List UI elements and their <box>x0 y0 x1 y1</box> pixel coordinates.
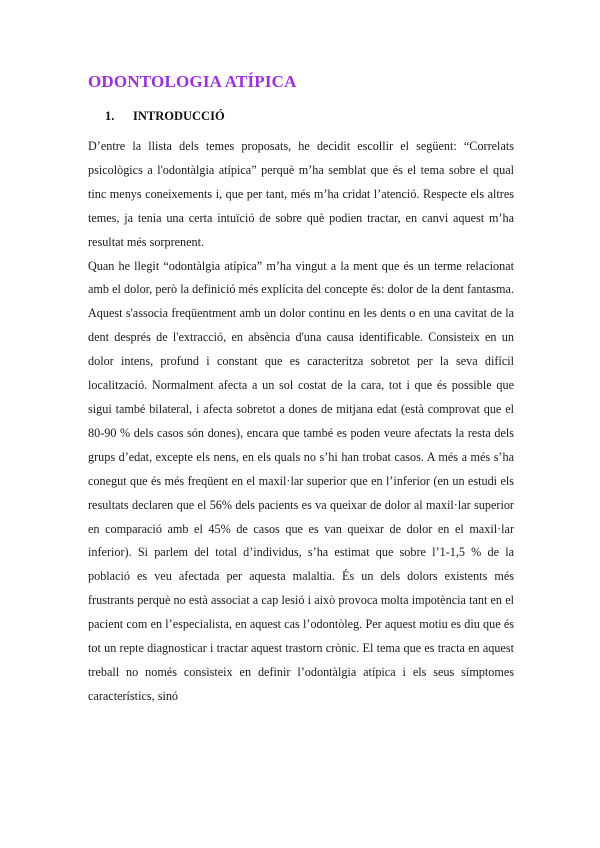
section-number: 1. <box>105 109 115 123</box>
paragraph-definition: Quan he llegit “odontàlgia atípica” m’ha vingut a la ment que és un terme relacionat amb el dolor, però la definició més explícita del concepte és: dolor de la dent fantasma. Aquest s'associa freqüentment amb un dolor continu en les dents o en una cavitat de la dent després de l'extracció, en absència d'una causa identificable. Consisteix en un dolor intens, profund i constant que es caracteritza sobretot per la seva difícil localització. Normalment afecta a un sol costat de la cara, tot i que és possible que sigui també bilateral, i afecta sobretot a dones de mitjana edat (està comprovat que el 80-90 % dels casos són dones), encara que també es poden veure afectats la resta dels grups d’edat, excepte els nens, en els quals no s’hi han trobat casos. A més a més s’ha conegut que és més freqüent en el maxil·lar superior que en l’inferior (en un estudi els resultats declaren que el 56% dels pacients es va queixar de dolor al maxil·lar superior en comparació amb el 45% de casos que es van queixar de dolor en el maxil·lar inferior). Si parlem del total d’individus, s’ha estimat que sobre l’1-1,5 % de la població es veu afectada per aquesta malaltia. És un dels dolors existents més frustrants perquè no està associat a cap lesió i això provoca molta impotència tant en el pacient com en l’especialista, en aquest cas l’odontòleg. Per aquest motiu es diu que és tot un repte diagnosticar i tractar aquest trastorn crònic. El tema que es tracta en aquest treball no només consisteix en definir l’odontàlgia atípica i els seus símptomes característics, sinó <box>88 258 514 703</box>
section-heading <box>105 109 225 124</box>
paragraph-intro: D’entre la llista dels temes proposats, he decidit escollir el següent: “Correlats psicològics a l'odontàlgia atípica” perquè m’ha semblat que és el tema sobre el qual tinc menys coneixements i, que per tant, més m’ha cridat l’atenció. Respecte els altres temes, ja tenia una certa intuïció de sobre què podien tractar, en canvi aquest m’ha resultat més sorprenent. <box>88 139 514 249</box>
section-heading-text: INTRODUCCIÓ <box>133 109 225 123</box>
document-title: ODONTOLOGIA ATÍPICA <box>88 72 297 91</box>
body-text <box>88 135 514 709</box>
